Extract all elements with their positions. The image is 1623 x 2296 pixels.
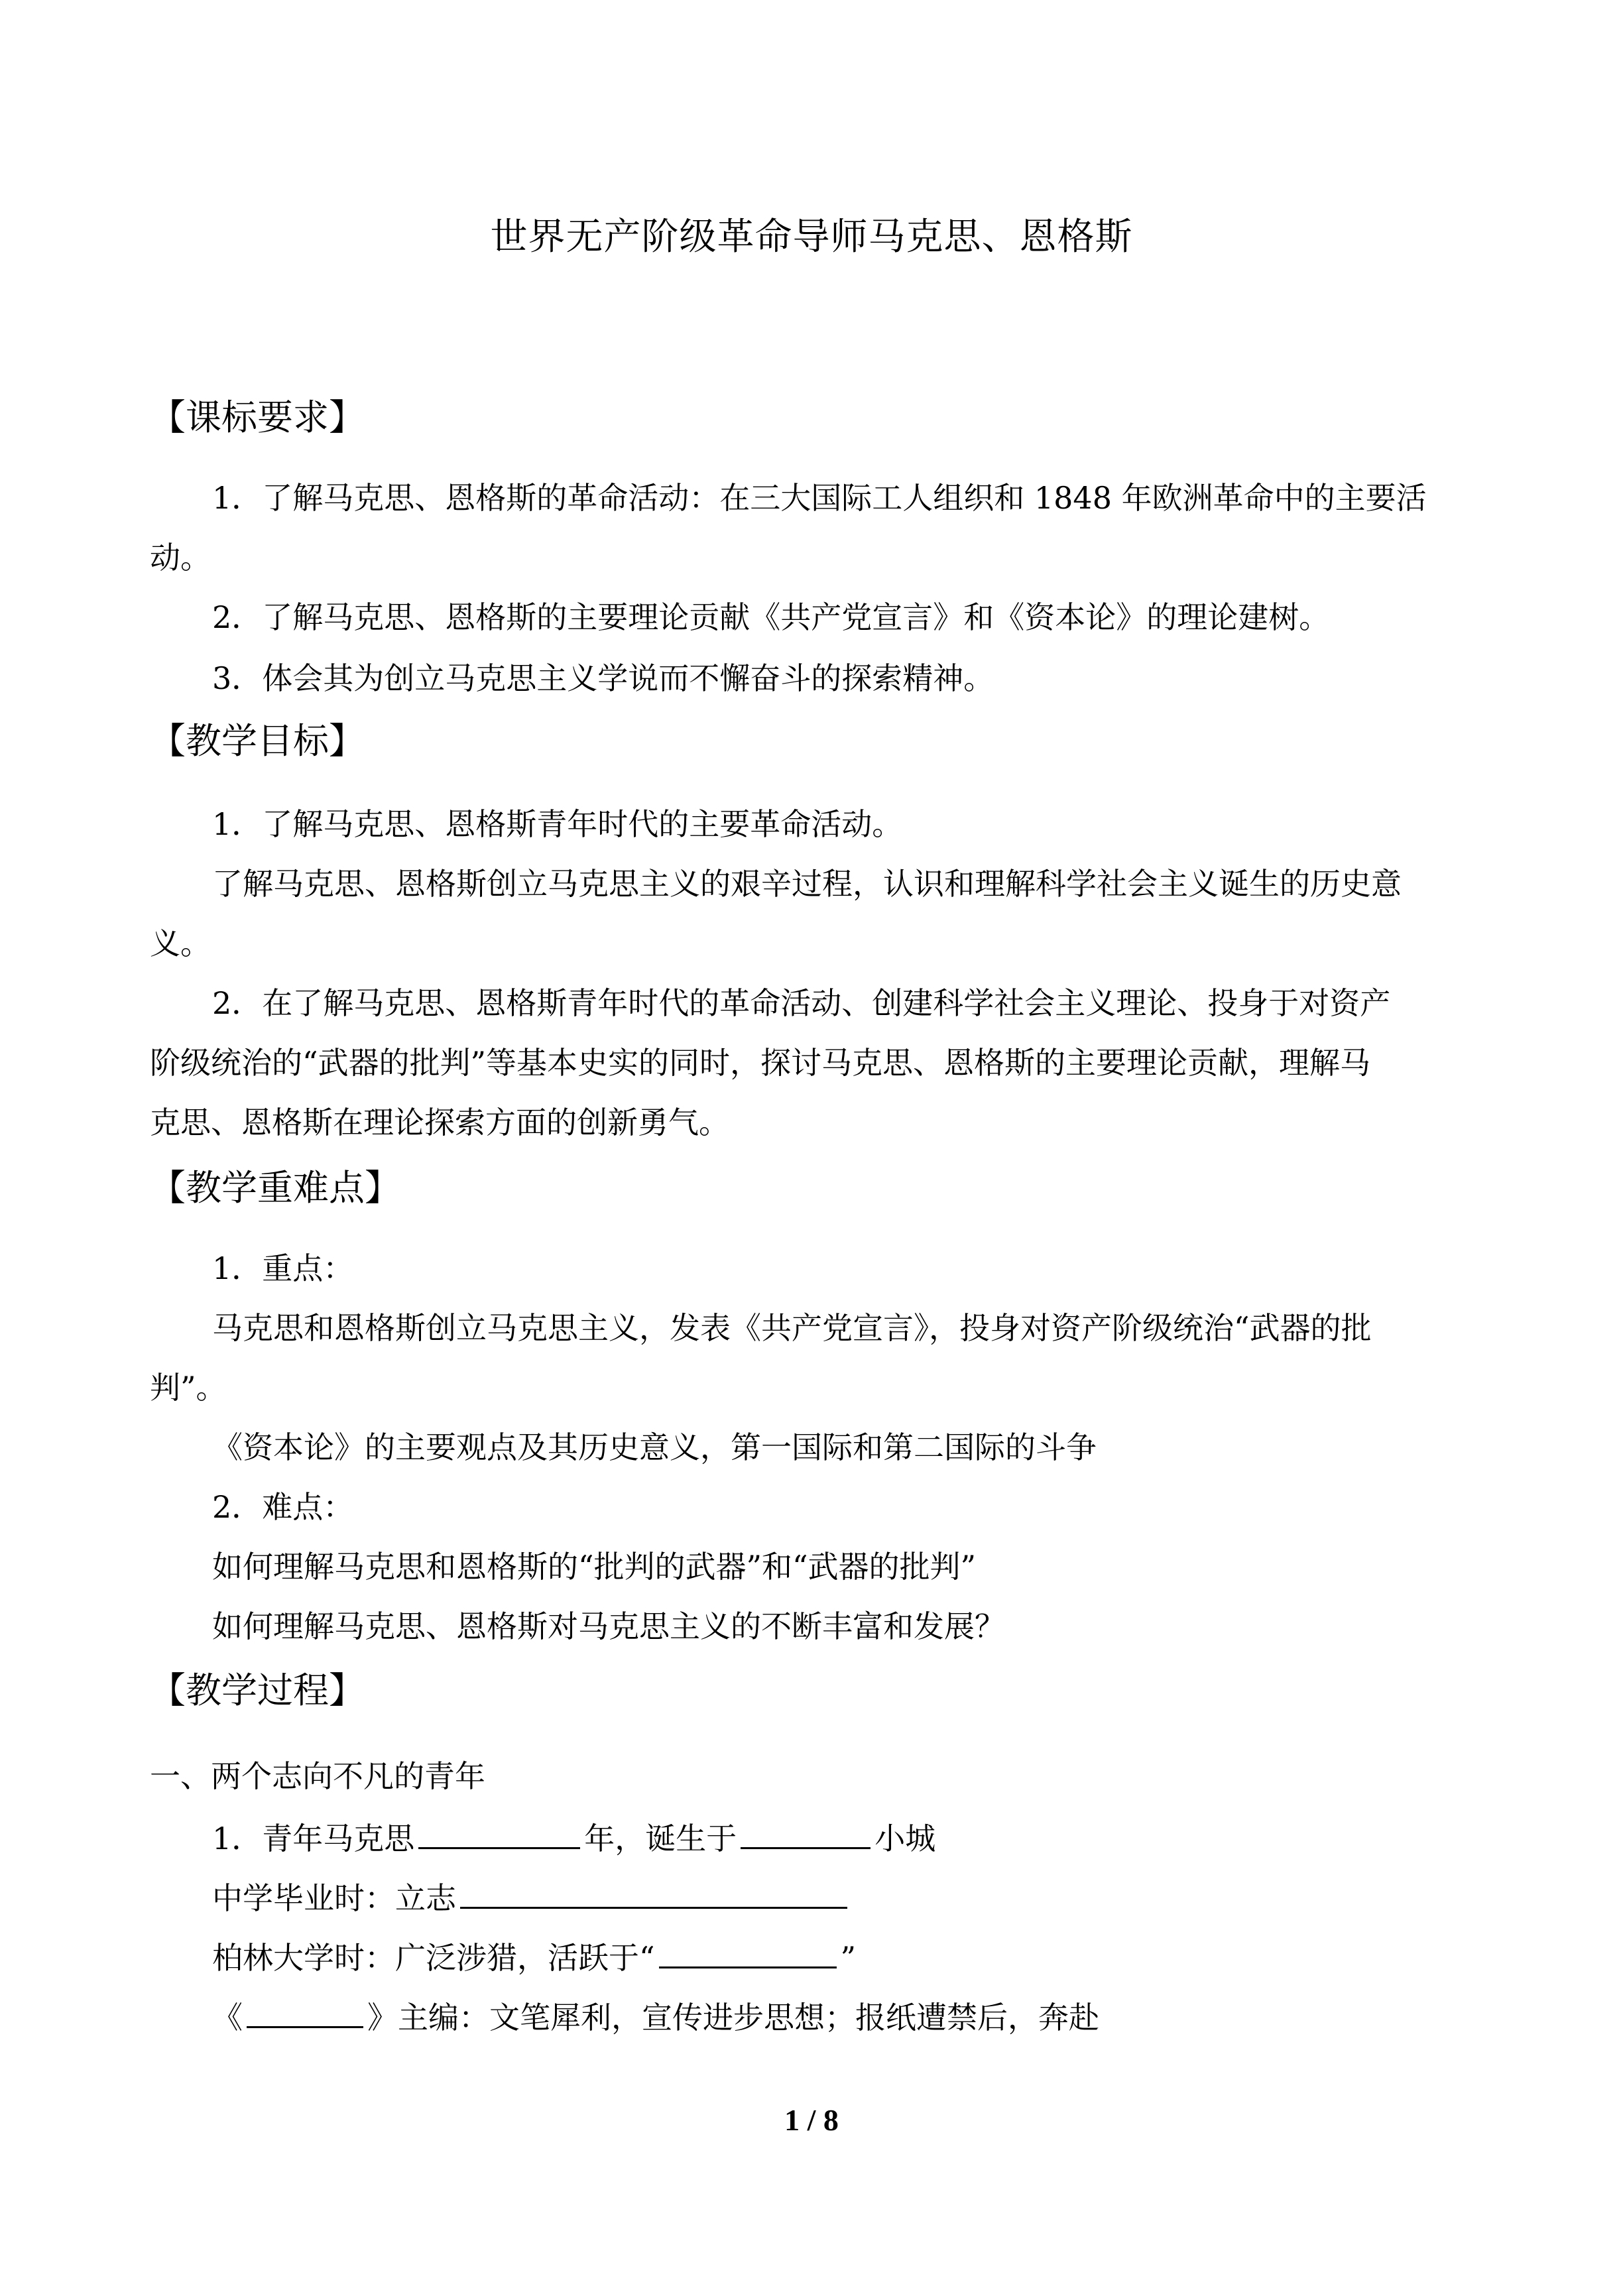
question-3-suffix: ” <box>840 1940 857 1976</box>
objectives-item-1: 1．了解马克思、恩格斯青年时代的主要革命活动。 <box>212 806 903 842</box>
standards-item-1-line-2: 动。 <box>150 540 211 575</box>
section-heading-objectives: 【教学目标】 <box>150 720 365 762</box>
question-4-suffix: 》主编：文笔犀利，宣传进步思想；报纸遭禁后，奔赴 <box>367 2000 1099 2035</box>
question-1-prefix: 1．青年马克思 <box>212 1821 415 1856</box>
question-1-mid: 年，诞生于 <box>584 1821 737 1856</box>
process-question-3 <box>212 1933 856 1980</box>
section-heading-standards: 【课标要求】 <box>150 396 365 438</box>
process-question-2 <box>212 1874 851 1920</box>
key-points-focus-line-2: 判”。 <box>150 1370 227 1406</box>
objectives-para-line-1: 了解马克思、恩格斯创立马克思主义的艰辛过程，认识和理解科学社会主义诞生的历史意 <box>212 866 1402 902</box>
standards-item-1-line-1: 1．了解马克思、恩格斯的革命活动：在三大国际工人组织和 1848 年欧洲革命中的主要活 <box>212 480 1427 516</box>
key-points-difficulty-line-2: 如何理解马克思、恩格斯对马克思主义的不断丰富和发展？ <box>212 1608 1005 1644</box>
question-4-prefix: 《 <box>212 2000 243 2035</box>
standards-item-2: 2．了解马克思、恩格斯的主要理论贡献《共产党宣言》和《资本论》的理论建树。 <box>212 599 1330 635</box>
page-number: 1 / 8 <box>784 2103 839 2137</box>
fill-blank-birth-town[interactable] <box>741 1814 871 1849</box>
fill-blank-birth-year[interactable] <box>418 1814 580 1849</box>
objectives-item-2-line-2: 阶级统治的“武器的批判”等基本史实的同时，探讨马克思、恩格斯的主要理论贡献，理解马 <box>150 1045 1371 1081</box>
key-points-difficulty-label: 2．难点： <box>212 1489 354 1525</box>
objectives-para-line-2: 义。 <box>150 926 211 961</box>
section-heading-key-points: 【教学重难点】 <box>150 1167 400 1209</box>
fill-blank-newspaper[interactable] <box>247 1993 363 2028</box>
objectives-item-2-line-3: 克思、恩格斯在理论探索方面的创新勇气。 <box>150 1105 729 1140</box>
process-question-4 <box>212 1993 1099 2039</box>
standards-item-3: 3．体会其为创立马克思主义学说而不懈奋斗的探索精神。 <box>212 660 994 696</box>
process-question-1 <box>212 1814 935 1860</box>
document-title: 世界无产阶级革命导师马克思、恩格斯 <box>490 215 1133 259</box>
key-points-focus-line-1: 马克思和恩格斯创立马克思主义，发表《共产党宣言》，投身对资产阶级统治“武器的批 <box>212 1310 1372 1346</box>
objectives-item-2-line-1: 2．在了解马克思、恩格斯青年时代的革命活动、创建科学社会主义理论、投身于对资产 <box>212 985 1391 1021</box>
section-heading-process: 【教学过程】 <box>150 1669 365 1711</box>
question-2-prefix: 中学毕业时：立志 <box>212 1880 456 1916</box>
key-points-focus-line-3: 《资本论》的主要观点及其历史意义，第一国际和第二国际的斗争 <box>212 1429 1097 1465</box>
question-1-suffix: 小城 <box>874 1821 936 1856</box>
fill-blank-ambition[interactable] <box>460 1874 847 1909</box>
process-part-1-title: 一、两个志向不凡的青年 <box>150 1758 485 1794</box>
fill-blank-club[interactable] <box>659 1933 837 1968</box>
key-points-difficulty-line-1: 如何理解马克思和恩格斯的“批判的武器”和“武器的批判” <box>212 1549 977 1585</box>
key-points-focus-label: 1．重点： <box>212 1250 354 1286</box>
question-3-prefix: 柏林大学时：广泛涉猎，活跃于“ <box>212 1940 655 1976</box>
